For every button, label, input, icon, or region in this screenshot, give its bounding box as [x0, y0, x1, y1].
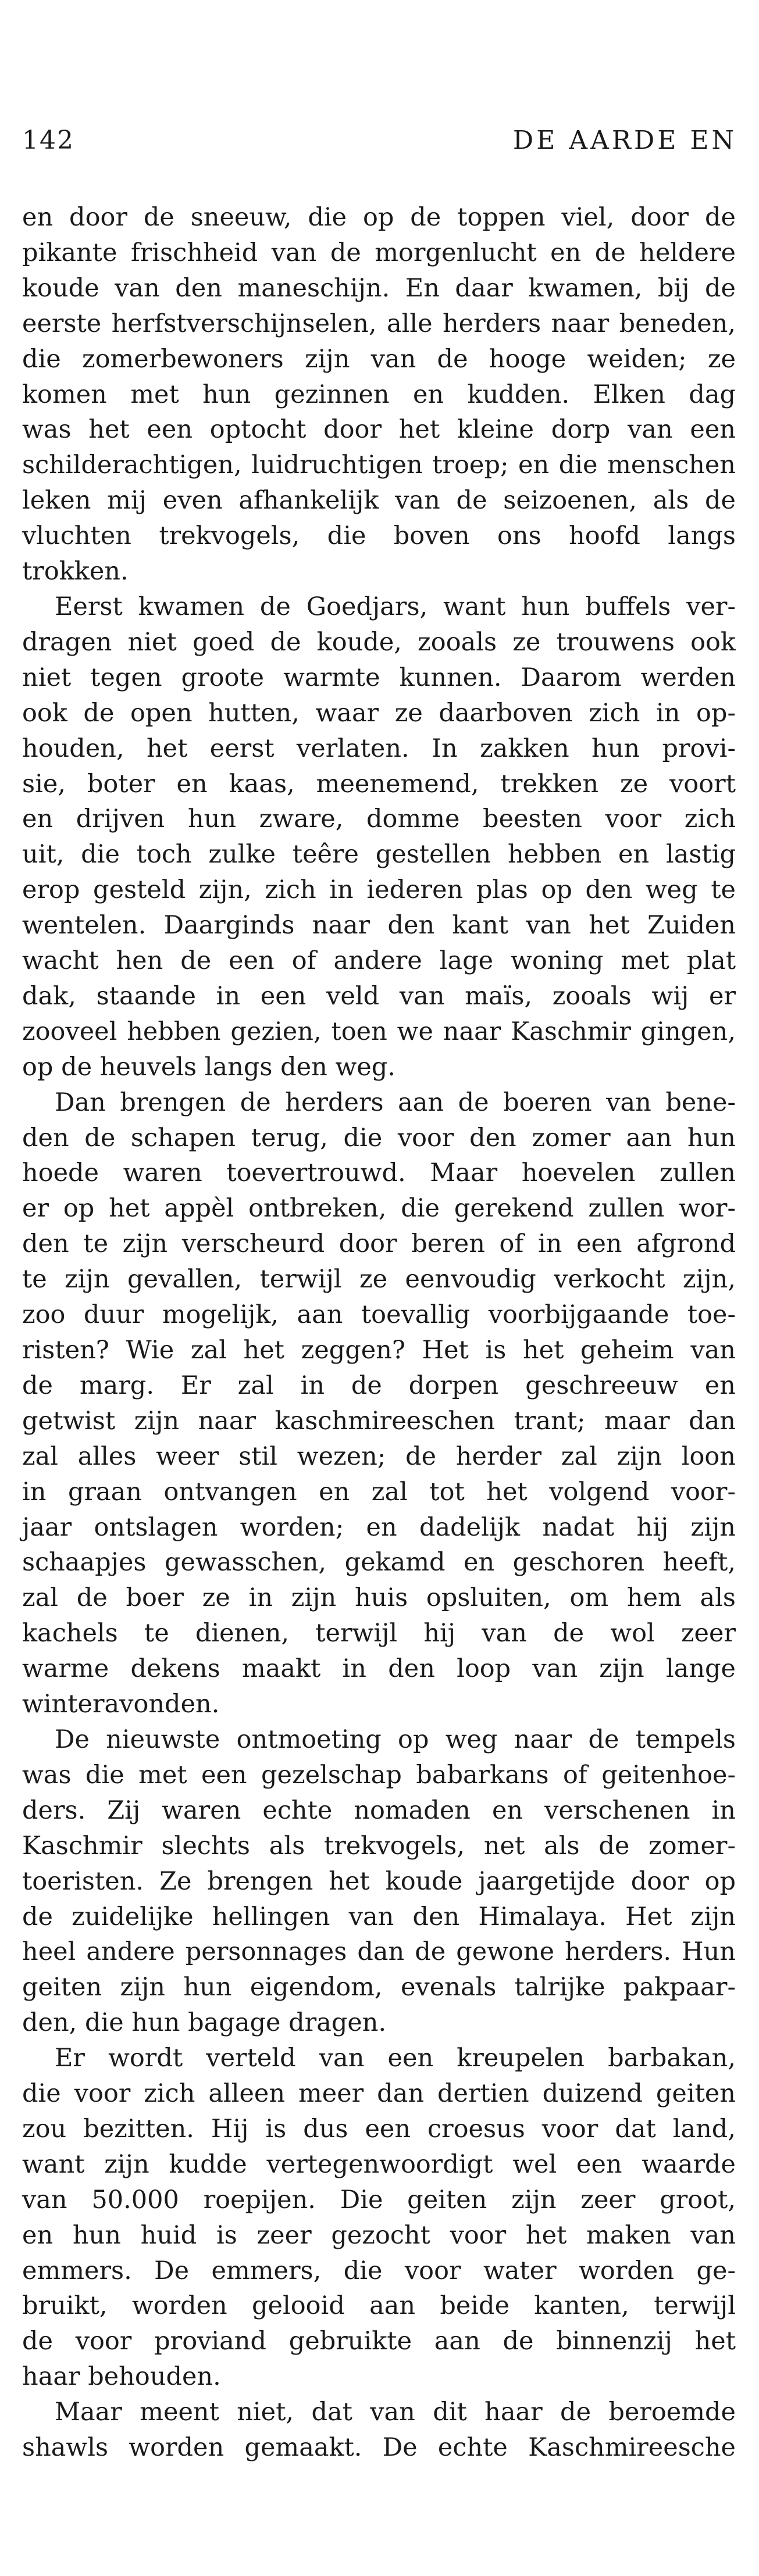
- page-header: [22, 123, 737, 158]
- text-line: trokken.: [22, 557, 129, 586]
- paragraph: [22, 2395, 736, 2466]
- text-line: wentelen. Daarginds naar den kant van het Zuiden: [22, 911, 736, 940]
- text-line: den de schapen terug, die voor den zomer aan hun: [22, 1123, 736, 1153]
- text-line: dak, staande in een veld van maïs, zooals wij er: [22, 981, 736, 1011]
- text-line: Eerst kwamen de Goedjars, want hun buffels ver-: [55, 592, 736, 621]
- text-line: niet tegen groote warmte kunnen. Daarom werden: [22, 663, 736, 692]
- text-line: shawls worden gemaakt. De echte Kaschmireesche: [22, 2433, 736, 2463]
- text-line: te zijn gevallen, terwijl ze eenvoudig verkocht zijn,: [22, 1265, 736, 1294]
- text-line: komen met hun gezinnen en kudden. Elken dag: [22, 380, 736, 409]
- text-line: eerste herfstverschijnselen, alle herders naar beneden,: [22, 309, 736, 338]
- text-line: dragen niet goed de koude, zooals ze trouwens ook: [22, 627, 736, 657]
- paragraph: [22, 589, 736, 1085]
- text-line: ders. Zij waren echte nomaden en verschenen in: [22, 1795, 736, 1825]
- text-line: heel andere personnages dan de gewone herders. Hun: [22, 1937, 736, 1967]
- text-line: houden, het eerst verlaten. In zakken hun provi-: [22, 734, 736, 763]
- text-line: die voor zich alleen meer dan dertien duizend geiten: [22, 2079, 736, 2109]
- text-line: zooveel hebben gezien, toen we naar Kaschmir gingen,: [22, 1017, 736, 1046]
- paragraph: [22, 1085, 736, 1722]
- body-text: [22, 200, 736, 2466]
- running-head: DE AARDE EN: [512, 126, 737, 155]
- text-line: leken mij even afhankelijk van de seizoenen, als de: [22, 486, 736, 516]
- text-line: die zomerbewoners zijn van de hooge weiden; ze: [22, 344, 736, 374]
- text-line: zoo duur mogelijk, aan toevallig voorbijgaande toe-: [22, 1300, 736, 1330]
- text-line: de marg. Er zal in de dorpen geschreeuw en: [22, 1371, 736, 1400]
- text-line: er op het appèl ontbreken, die gerekend zullen wor-: [22, 1194, 736, 1223]
- paragraph: [22, 1722, 736, 2041]
- text-line: den, die hun bagage dragen.: [22, 2008, 387, 2038]
- text-line: de voor proviand gebruikte aan de binnenzij het: [22, 2327, 736, 2356]
- text-line: den te zijn verscheurd door beren of in een afgrond: [22, 1229, 736, 1259]
- text-line: schaapjes gewasschen, gekamd en geschoren heeft,: [22, 1548, 736, 1577]
- text-line: wacht hen de een of andere lage woning met plat: [22, 946, 736, 976]
- paragraph: [22, 2041, 736, 2395]
- text-line: zal de boer ze in zijn huis opsluiten, om hem als: [22, 1583, 736, 1613]
- text-line: warme dekens maakt in den loop van zijn lange: [22, 1654, 736, 1684]
- text-line: pikante frischheid van de morgenlucht en de heldere: [22, 238, 736, 267]
- text-line: op de heuvels langs den weg.: [22, 1052, 395, 1082]
- text-line: jaar ontslagen worden; en dadelijk nadat hij zijn: [22, 1512, 736, 1542]
- text-line: was die met een gezelschap babarkans of geitenhoe-: [22, 1760, 736, 1790]
- text-line: Maar meent niet, dat van dit haar de beroemde: [55, 2398, 736, 2427]
- text-line: vluchten trekvogels, die boven ons hoofd langs: [22, 521, 736, 551]
- text-line: ook de open hutten, waar ze daarboven zich in op-: [22, 698, 736, 728]
- text-line: schilderachtigen, luidruchtigen troep; en die menschen: [22, 450, 736, 480]
- text-line: Er wordt verteld van een kreupelen barbakan,: [55, 2044, 736, 2073]
- text-line: De nieuwste ontmoeting op weg naar de tempels: [55, 1725, 736, 1754]
- text-line: Kaschmir slechts als trekvogels, net als de zomer-: [22, 1831, 736, 1861]
- text-line: uit, die toch zulke teêre gestellen hebben en lastig: [22, 840, 736, 870]
- text-line: van 50.000 roepijen. Die geiten zijn zeer groot,: [22, 2185, 736, 2214]
- text-line: koude van den maneschijn. En daar kwamen, bij de: [22, 273, 736, 303]
- text-line: en door de sneeuw, die op de toppen viel, door de: [22, 203, 736, 232]
- text-line: sie, boter en kaas, meenemend, trekken ze voort: [22, 769, 736, 799]
- text-line: emmers. De emmers, die voor water worden ge-: [22, 2256, 736, 2285]
- text-line: erop gesteld zijn, zich in iederen plas op den weg te: [22, 875, 736, 905]
- text-line: kachels te dienen, terwijl hij van de wol zeer: [22, 1619, 736, 1648]
- text-line: de zuidelijke hellingen van den Himalaya. Het zijn: [22, 1902, 736, 1931]
- text-line: haar behouden.: [22, 2362, 221, 2392]
- text-line: was het een optocht door het kleine dorp van een: [22, 415, 736, 445]
- text-line: toeristen. Ze brengen het koude jaargetijde door op: [22, 1866, 736, 1896]
- text-line: en drijven hun zware, domme beesten voor zich: [22, 804, 736, 834]
- page-number: 142: [22, 126, 74, 155]
- text-line: zal alles weer stil wezen; de herder zal zijn loon: [22, 1441, 736, 1471]
- text-line: zou bezitten. Hij is dus een croesus voor dat land,: [22, 2114, 736, 2144]
- text-line: geiten zijn hun eigendom, evenals talrijke pakpaar-: [22, 1973, 736, 2002]
- text-line: want zijn kudde vertegenwoordigt wel een waarde: [22, 2149, 736, 2179]
- text-line: bruikt, worden gelooid aan beide kanten, terwijl: [22, 2291, 736, 2321]
- text-line: en hun huid is zeer gezocht voor het maken van: [22, 2220, 736, 2250]
- text-line: getwist zijn naar kaschmireeschen trant; maar dan: [22, 1406, 736, 1436]
- text-line: risten? Wie zal het zeggen? Het is het geheim van: [22, 1336, 736, 1365]
- text-line: in graan ontvangen en zal tot het volgend voor-: [22, 1477, 736, 1507]
- text-line: winteravonden.: [22, 1690, 220, 1719]
- paragraph: [22, 200, 736, 589]
- text-line: hoede waren toevertrouwd. Maar hoevelen zullen: [22, 1158, 736, 1188]
- text-line: Dan brengen de herders aan de boeren van bene-: [55, 1087, 736, 1117]
